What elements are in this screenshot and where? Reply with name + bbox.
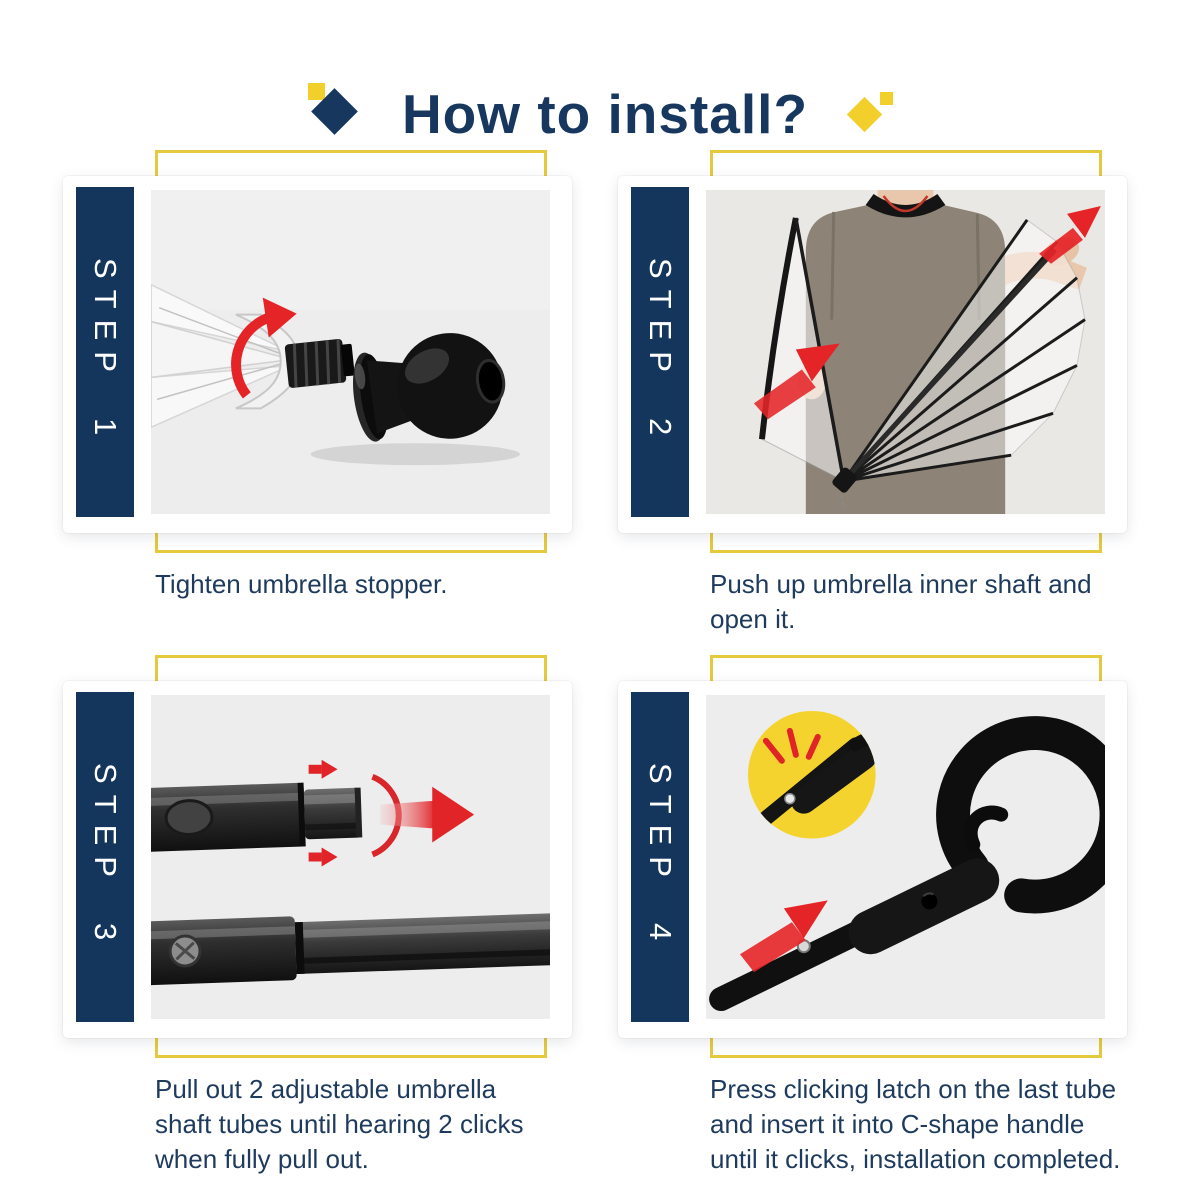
open-umbrella-illustration [706, 190, 1105, 514]
step-2-panel [618, 150, 1130, 650]
step-3-label: STEP 3 [88, 762, 123, 952]
screw-thread [284, 338, 355, 389]
caption-line: and insert it into C-shape handle [710, 1109, 1085, 1139]
umbrella-stopper-illustration [151, 190, 550, 514]
caption-line: when fully pull out. [155, 1144, 369, 1174]
step-1-panel [63, 150, 575, 650]
step-2-caption [710, 567, 1092, 637]
step-1-band [76, 187, 134, 517]
caption-line: Tighten umbrella stopper. [155, 569, 448, 599]
step-4-caption [710, 1072, 1120, 1177]
caption-line: Pull out 2 adjustable umbrella [155, 1074, 497, 1104]
caption-line: open it. [710, 604, 796, 634]
step-4-photo [706, 695, 1105, 1019]
step-4-band [631, 692, 689, 1022]
step-2-band [631, 187, 689, 517]
yellow-diamond-icon [844, 86, 900, 142]
ground-shadow [311, 443, 520, 465]
page-title: How to install? [401, 82, 809, 145]
step-3-photo [151, 695, 550, 1019]
step-4-panel [618, 655, 1130, 1174]
step-3-band [76, 692, 134, 1022]
shaft-tubes-illustration [151, 695, 550, 1019]
navy-diamond-icon [300, 81, 366, 147]
step-3-caption [155, 1072, 524, 1177]
yellow-square-icon [880, 92, 893, 105]
step-4-label: STEP 4 [643, 762, 678, 952]
c-shape-handle-illustration [706, 695, 1105, 1019]
caption-line: shaft tubes until hearing 2 clicks [155, 1109, 524, 1139]
step-3-panel [63, 655, 575, 1174]
step-1-caption [155, 567, 447, 602]
caption-line: until it clicks, installation completed. [710, 1144, 1121, 1174]
diamond-icon [847, 97, 882, 132]
step-2-label: STEP 2 [643, 257, 678, 447]
caption-line: Press clicking latch on the last tube [710, 1074, 1117, 1104]
caption-line: Push up umbrella inner shaft and [710, 569, 1092, 599]
yellow-square-icon [308, 83, 325, 100]
step-1-photo [151, 190, 550, 514]
step-1-label: STEP 1 [88, 257, 123, 447]
step-2-photo [706, 190, 1105, 514]
